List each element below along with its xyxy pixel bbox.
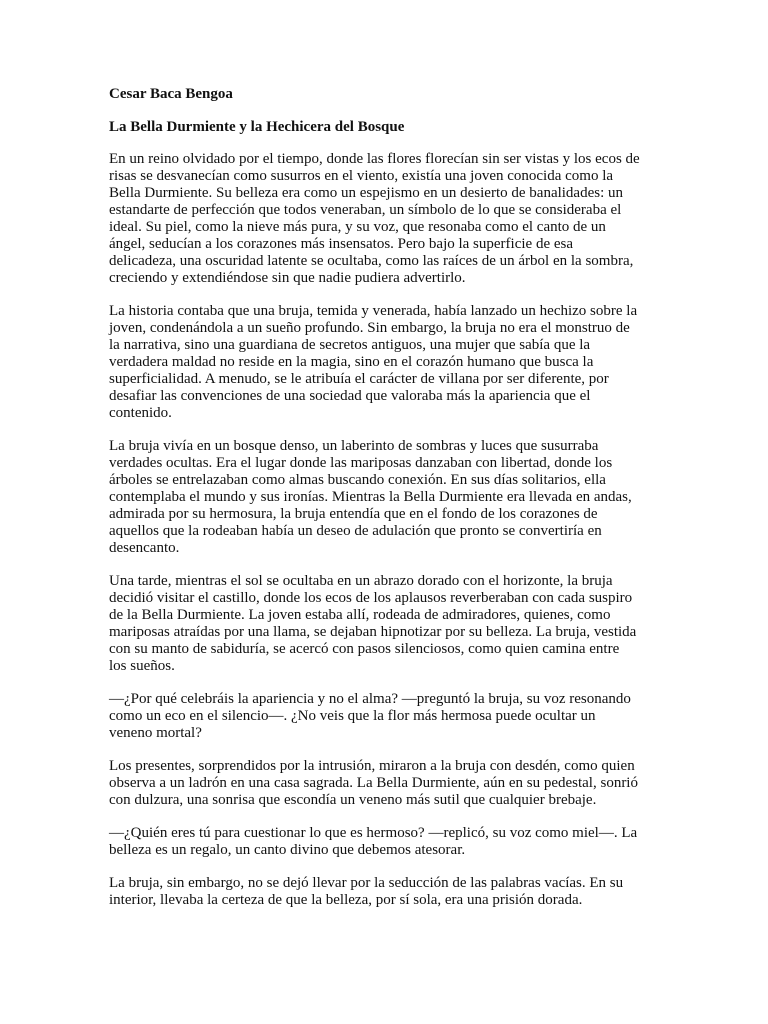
paragraph-line: interior, llevaba la certeza de que la belleza, por sí sola, era una prisión dorada. <box>109 892 583 908</box>
paragraph-line: estandarte de perfección que todos veneraban, un símbolo de lo que se consideraba el <box>109 202 622 218</box>
paragraph-line: La bruja vivía en un bosque denso, un laberinto de sombras y luces que susurraba <box>109 438 599 454</box>
paragraph-line: veneno mortal? <box>109 725 202 741</box>
paragraph-line: observa a un ladrón en una casa sagrada. La Bella Durmiente, aún en su pedestal, sonrió <box>109 775 638 791</box>
paragraph-line: como un eco en el silencio—. ¿No veis que la flor más hermosa puede ocultar un <box>109 708 596 724</box>
paragraph-line: con dulzura, una sonrisa que escondía un veneno más sutil que cualquier brebaje. <box>109 792 597 808</box>
paragraph-line: —¿Quién eres tú para cuestionar lo que es hermoso? —replicó, su voz como miel—. La <box>109 825 638 841</box>
paragraph <box>109 303 659 422</box>
paragraph-line: contemplaba el mundo y sus ironías. Mientras la Bella Durmiente era llevada en andas, <box>109 489 632 505</box>
author-name: Cesar Baca Bengoa <box>109 86 233 102</box>
paragraph-line: decidió visitar el castillo, donde los ecos de los aplausos reverberaban con cada suspiro <box>109 590 633 606</box>
paragraph-line: admirada por su hermosura, la bruja entendía que en el fondo de los corazones de <box>109 506 598 522</box>
paragraph-line: La historia contaba que una bruja, temida y venerada, había lanzado un hechizo sobre la <box>109 303 638 319</box>
paragraph-line: contenido. <box>109 405 172 421</box>
paragraph <box>109 691 659 742</box>
paragraph-line: En un reino olvidado por el tiempo, donde las flores florecían sin ser vistas y los ecos de <box>109 151 640 167</box>
paragraph-line: joven, condenándola a un sueño profundo. Sin embargo, la bruja no era el monstruo de <box>109 320 630 336</box>
paragraph-line: verdadera maldad no reside en la magia, sino en el corazón humano que busca la <box>109 354 594 370</box>
document-page <box>109 86 659 925</box>
paragraph <box>109 875 659 909</box>
paragraph-line: La bruja, sin embargo, no se dejó llevar por la seducción de las palabras vacías. En su <box>109 875 624 891</box>
paragraph-line: delicadeza, una oscuridad latente se ocultaba, como las raíces de un árbol en la sombra, <box>109 253 634 269</box>
paragraph-line: —¿Por qué celebráis la apariencia y no el alma? —preguntó la bruja, su voz resonando <box>109 691 631 707</box>
paragraph-line: mariposas atraídas por una llama, se dejaban hipnotizar por su belleza. La bruja, vestida <box>109 624 637 640</box>
paragraph-line: ideal. Su piel, como la nieve más pura, y su voz, que resonaba como el canto de un <box>109 219 606 235</box>
paragraph-line: Los presentes, sorprendidos por la intrusión, miraron a la bruja con desdén, como quien <box>109 758 635 774</box>
paragraph-line: belleza es un regalo, un canto divino que debemos atesorar. <box>109 842 466 858</box>
paragraph-line: árboles se entrelazaban como almas buscando conexión. En sus días solitarios, ella <box>109 472 606 488</box>
paragraph-line: ángel, seducían a los corazones más insensatos. Pero bajo la superficie de esa <box>109 236 574 252</box>
paragraph-line: aquellos que la rodeaban había un deseo de adulación que pronto se convertiría en <box>109 523 602 539</box>
paragraph-line: la narrativa, sino una guardiana de secretos antiguos, una mujer que sabía que la <box>109 337 591 353</box>
paragraph <box>109 573 659 675</box>
paragraph-line: con su manto de sabiduría, se acercó con pasos silenciosos, como quien camina entre <box>109 641 620 657</box>
paragraph-line: verdades ocultas. Era el lugar donde las mariposas danzaban con libertad, donde los <box>109 455 613 471</box>
paragraph <box>109 758 659 809</box>
story-body <box>109 151 659 909</box>
paragraph <box>109 151 659 287</box>
paragraph <box>109 825 659 859</box>
paragraph-line: de la Bella Durmiente. La joven estaba allí, rodeada de admiradores, quienes, como <box>109 607 611 623</box>
paragraph-line: los sueños. <box>109 658 175 674</box>
story-title: La Bella Durmiente y la Hechicera del Bosque <box>109 119 405 135</box>
paragraph-line: Una tarde, mientras el sol se ocultaba en un abrazo dorado con el horizonte, la bruja <box>109 573 613 589</box>
paragraph-line: Bella Durmiente. Su belleza era como un espejismo en un desierto de banalidades: un <box>109 185 624 201</box>
paragraph-line: desencanto. <box>109 540 180 556</box>
paragraph <box>109 438 659 557</box>
paragraph-line: risas se desvanecían como susurros en el viento, existía una joven conocida como la <box>109 168 614 184</box>
paragraph-line: desafiar las convenciones de una sociedad que valoraba más la apariencia que el <box>109 388 591 404</box>
paragraph-line: superficialidad. A menudo, se le atribuía el carácter de villana por ser diferente, por <box>109 371 609 387</box>
paragraph-line: creciendo y extendiéndose sin que nadie pudiera advertirlo. <box>109 270 466 286</box>
